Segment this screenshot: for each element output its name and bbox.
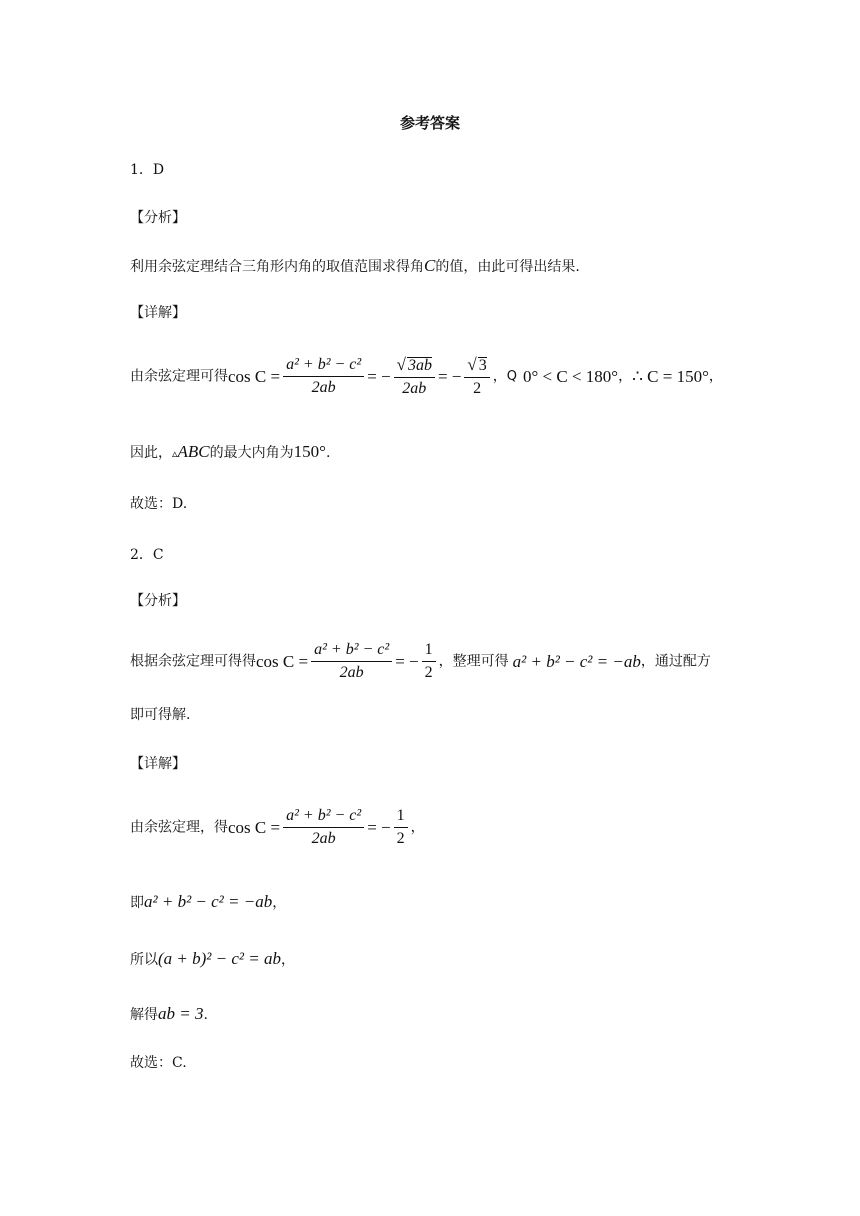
triangle-icon: ▵: [172, 447, 178, 460]
q2-analysis-mid: 整理可得: [452, 653, 509, 670]
q1-triangle-name: ABC: [177, 442, 210, 461]
q1-analysis-after: 的值，由此可得出结果.: [435, 259, 580, 275]
q1-detail-formula: 由余弦定理可得cos C = $\frac{\text{a² + b² − c²}}{2ab}$ = − $\frac{√ 3ab}{2ab}$ = − $\frac{√ 3}{2}$ ，Q 0° < C < 180°，∴ C = 150°，: [130, 355, 723, 397]
q1-analysis-heading: 【分析】: [130, 210, 186, 226]
q1-range: 0° < C < 180°: [522, 367, 619, 386]
q2-answer: 2．C: [130, 547, 164, 563]
q2-step4-prefix: 解得: [130, 1007, 158, 1023]
q1-choice: 故选：D.: [130, 496, 188, 512]
q2-analysis-line2: 即可得解.: [130, 707, 191, 723]
q2-step4: 解得ab = 3.: [130, 1004, 208, 1023]
q1-analysis-var: C: [424, 256, 436, 275]
q2-choice: 故选：C.: [130, 1055, 187, 1071]
q1-detail-heading: 【详解】: [130, 305, 186, 321]
q2-cos-lhs: cos C =: [256, 652, 309, 671]
q1-conclusion-mid: 的最大内角为: [209, 445, 294, 461]
q2-step3-prefix: 所以: [130, 952, 158, 968]
q2-step2-prefix: 即: [130, 895, 144, 911]
q2-half: $\frac{1}{2}$: [422, 642, 436, 681]
q2-analysis-prefix: 根据余弦定理可得得: [130, 653, 256, 670]
q1-analysis-before: 利用余弦定理结合三角形内角的取值范围求得角: [130, 259, 424, 275]
q1-answer: 1．D: [130, 162, 165, 178]
q2-step2-expr: a² + b² − c² = −ab: [144, 892, 273, 911]
q1-conclusion: 因此，▵ABC的最大内角为150°.: [130, 442, 331, 461]
q2-step1-cos: cos C =: [228, 818, 281, 837]
q2-step3: 所以(a + b)² − c² = ab，: [130, 949, 295, 968]
q1-fraction-3: $\frac{√ 3}{2}$: [464, 356, 489, 397]
q2-step1: 由余弦定理，得cos C = $\frac{\text{a² + b² − c²}}{2ab}$ = − $\frac{1}{2}$ ，: [130, 807, 425, 847]
q2-step1-fraction: $\frac{\text{a² + b² − c²}}{2ab}$: [283, 808, 364, 847]
q2-step3-expr: (a + b)² − c² = ab: [158, 949, 281, 968]
q1-therefore: ∴ C = 150°: [632, 367, 709, 386]
q1-cos-lhs: cos C =: [228, 367, 281, 386]
q2-analysis-suffix: ，通过配方: [640, 653, 711, 670]
q1-fraction-2: $\frac{√ 3ab}{2ab}$: [394, 356, 435, 397]
q2-step1-half: $\frac{1}{2}$: [394, 808, 408, 847]
q1-conclusion-prefix: 因此，: [130, 445, 172, 461]
q1-fraction-1: $\frac{\text{a² + b² − c²}}{2ab}$: [283, 357, 364, 396]
q1-detail-prefix: 由余弦定理可得: [130, 368, 228, 385]
q2-relation: a² + b² − c² = −ab: [512, 652, 641, 671]
q2-detail-heading: 【详解】: [130, 756, 186, 772]
q2-step4-expr: ab = 3: [158, 1004, 204, 1023]
q2-step2: 即a² + b² − c² = −ab，: [130, 892, 287, 911]
q2-fraction: $\frac{\text{a² + b² − c²}}{2ab}$: [311, 642, 392, 681]
q1-conclusion-value: 150°: [293, 442, 326, 461]
q2-analysis-heading: 【分析】: [130, 593, 186, 609]
page-title: 参考答案: [399, 114, 460, 132]
q2-analysis-formula: 根据余弦定理可得得cos C = $\frac{\text{a² + b² − c²}}{2ab}$ = − $\frac{1}{2}$ ，整理可得 a² + b² − c² = −ab，通过配方: [130, 641, 711, 681]
q1-because-symbol: Q: [506, 369, 517, 384]
q2-step1-prefix: 由余弦定理，得: [130, 819, 228, 836]
q1-analysis-text: [130, 257, 580, 274]
